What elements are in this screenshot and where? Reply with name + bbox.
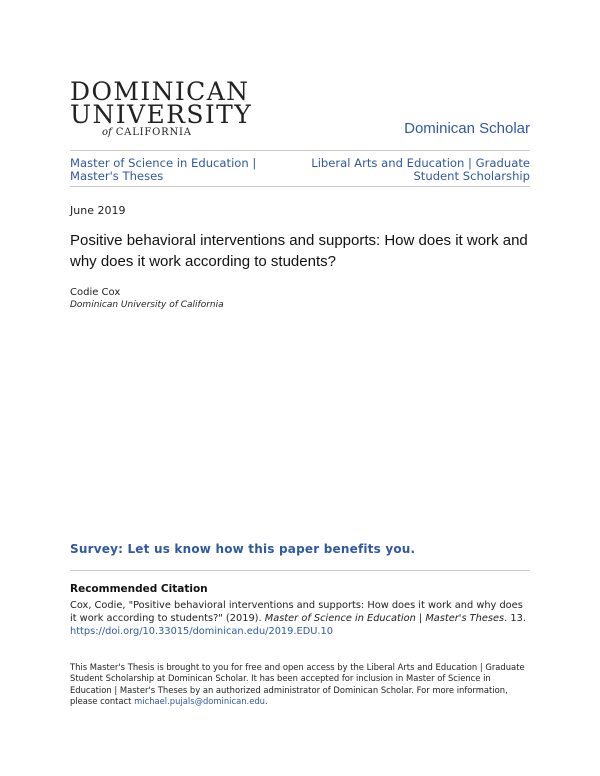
dominican-scholar-link[interactable]: Dominican Scholar <box>404 120 530 137</box>
citation-number: . 13. <box>504 613 526 624</box>
collection-right <box>300 157 530 183</box>
publication-date: June 2019 <box>70 204 126 217</box>
citation-doi-link[interactable]: https://doi.org/10.33015/dominican.edu/2019.EDU.10 <box>70 626 333 637</box>
footer-end: . <box>265 696 268 707</box>
citation-start: Cox, Codie, "Positive behavioral interventions and supports: How does it work and why does it work according to students?" (2019). <box>70 600 523 624</box>
header-divider <box>70 150 530 151</box>
author-affiliation: Dominican University of California <box>70 300 224 310</box>
author-name: Codie Cox <box>70 287 121 298</box>
paper-title: Positive behavioral interventions and supports: How does it work and why does it work according to students? <box>70 232 528 270</box>
logo-line-dominican: DOMINICAN <box>70 77 250 106</box>
collection-graduate-scholarship-link[interactable]: Liberal Arts and Education | Graduate Student Scholarship <box>311 156 530 183</box>
university-logo <box>70 77 253 138</box>
logo-state: CALIFORNIA <box>115 127 192 138</box>
citation-divider <box>70 570 530 571</box>
recommended-citation-heading: Recommended Citation <box>70 583 208 595</box>
logo-line-university: UNIVERSITY <box>70 100 253 129</box>
survey-link[interactable]: Survey: Let us know how this paper benefits you. <box>70 542 416 556</box>
collection-masters-theses-link[interactable]: Master of Science in Education | Master's Theses <box>70 156 257 183</box>
collection-left <box>70 157 285 183</box>
footer-notice <box>70 662 530 708</box>
contact-email-link[interactable]: michael.pujals@dominican.edu <box>134 696 265 707</box>
collection-divider <box>70 186 530 187</box>
citation-text <box>70 599 530 638</box>
citation-series: Master of Science in Education | Master's Theses <box>264 613 505 624</box>
footer-text: This Master's Thesis is brought to you for free and open access by the Liberal Arts and Education | Graduate Student Scholarship at Dominican Scholar. It has been accepted for inclusion in Master of Science in Education | Master's Theses by an authorized administrator of Dominican Scholar. For more information, please contact <box>70 662 525 707</box>
logo-of: of <box>102 127 112 138</box>
